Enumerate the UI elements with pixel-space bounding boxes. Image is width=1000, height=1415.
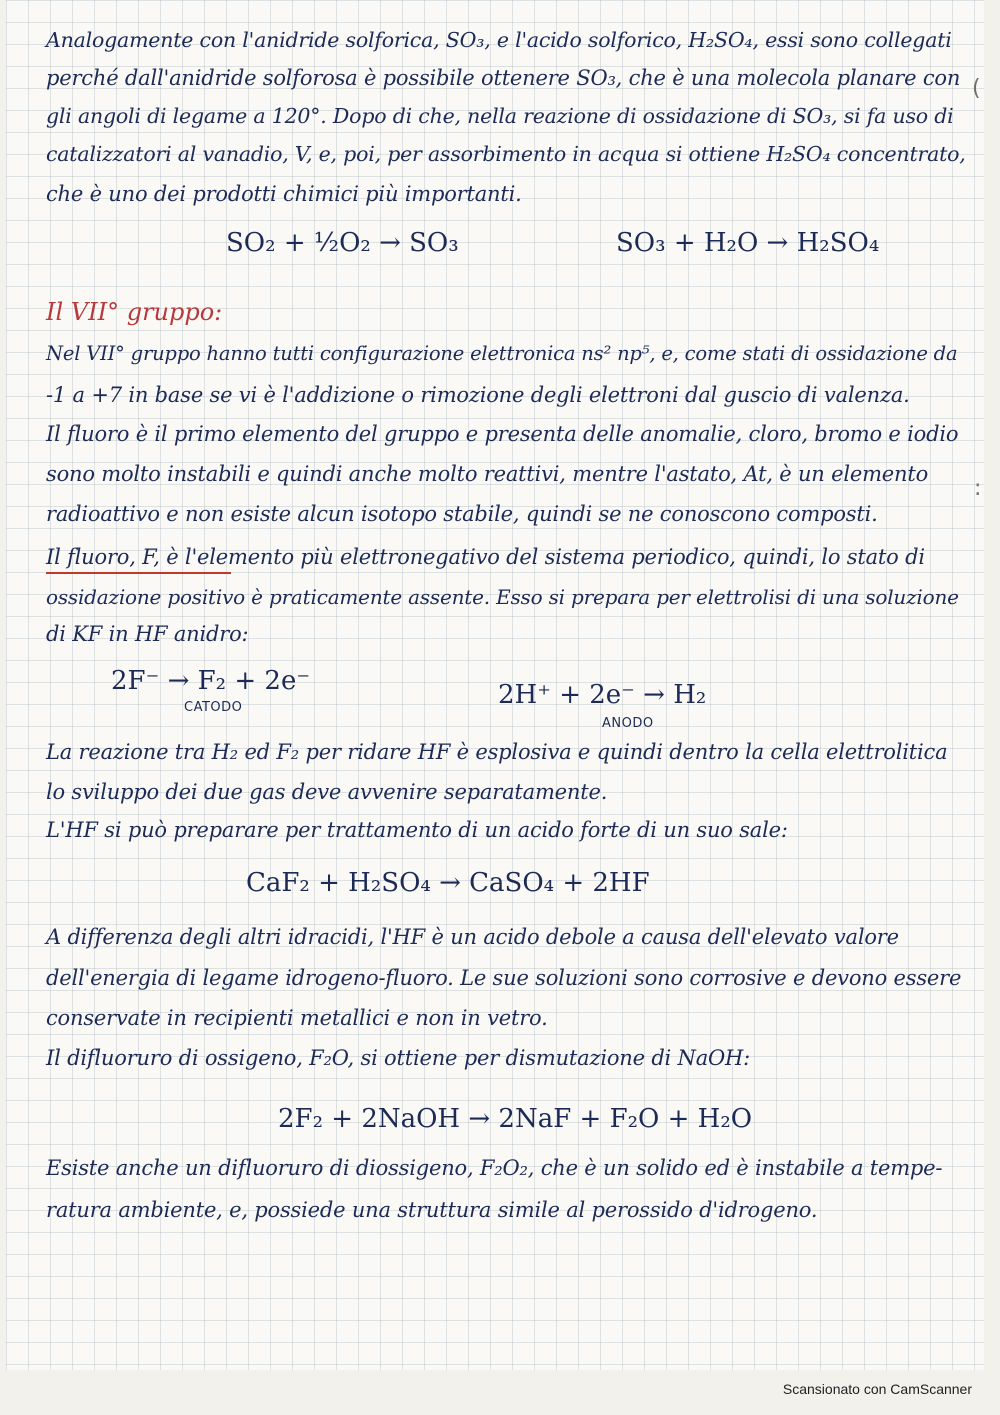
cathode-label: CATODO bbox=[184, 700, 243, 715]
text-line: Il fluoro è il primo elemento del gruppo e presenta delle anomalie, cloro, bromo e iodio bbox=[46, 422, 959, 446]
text-line: Analogamente con l'anidride solforica, SO₃, e l'acido solforico, H₂SO₄, essi sono collegati bbox=[46, 28, 952, 52]
equation-f2o-synthesis: 2F₂ + 2NaOH → 2NaF + F₂O + H₂O bbox=[278, 1104, 753, 1134]
text-line: lo sviluppo dei due gas deve avvenire separatamente. bbox=[46, 780, 608, 804]
text-line: Nel VII° gruppo hanno tutti configurazione elettronica ns² np⁵, e, come stati di ossidazione da bbox=[46, 342, 958, 365]
text-line: Esiste anche un difluoruro di diossigeno, F₂O₂, che è un solido ed è instabile a tempe- bbox=[46, 1156, 943, 1180]
equation-hf-preparation: CaF₂ + H₂SO₄ → CaSO₄ + 2HF bbox=[246, 868, 650, 898]
section-heading: Il VII° gruppo: bbox=[46, 298, 223, 326]
text-line: di KF in HF anidro: bbox=[46, 622, 249, 646]
text-line: dell'energia di legame idrogeno-fluoro. Le sue soluzioni sono corrosive e devono essere bbox=[46, 966, 962, 990]
margin-mark: : bbox=[974, 476, 982, 501]
anode-label: ANODO bbox=[602, 716, 654, 731]
text-line: gli angoli di legame a 120°. Dopo di che, nella reazione di ossidazione di SO₃, si fa uso di bbox=[46, 104, 954, 128]
text-line: Il fluoro, F, è l'elemento più elettronegativo del sistema periodico, quindi, lo stato di bbox=[46, 545, 925, 569]
text-line: ossidazione positivo è praticamente assente. Esso si prepara per elettrolisi di una soluzione bbox=[46, 585, 959, 609]
text-line: L'HF si può preparare per trattamento di un acido forte di un suo sale: bbox=[46, 818, 788, 842]
margin-mark: ( bbox=[972, 76, 981, 101]
text-line: che è uno dei prodotti chimici più importanti. bbox=[46, 182, 522, 206]
equation-cathode: 2F⁻ → F₂ + 2e⁻ bbox=[111, 666, 311, 696]
text-line: radioattivo e non esiste alcun isotopo stabile, quindi se ne conoscono composti. bbox=[46, 502, 878, 526]
equation-anode: 2H⁺ + 2e⁻ → H₂ bbox=[498, 680, 707, 710]
notebook-page bbox=[6, 0, 984, 1370]
text-line: conservate in recipienti metallici e non in vetro. bbox=[46, 1006, 548, 1030]
text-line: -1 a +7 in base se vi è l'addizione o rimozione degli elettroni dal guscio di valenza. bbox=[46, 383, 910, 407]
text-line: ratura ambiente, e, possiede una struttura simile al perossido d'idrogeno. bbox=[46, 1198, 818, 1222]
text-line: perché dall'anidride solforosa è possibile ottenere SO₃, che è una molecola planare con bbox=[46, 66, 961, 90]
text-line: catalizzatori al vanadio, V, e, poi, per assorbimento in acqua si ottiene H₂SO₄ concentrato, bbox=[46, 142, 966, 166]
red-underline bbox=[46, 572, 231, 574]
text-line: Il difluoruro di ossigeno, F₂O, si ottiene per dismutazione di NaOH: bbox=[46, 1046, 751, 1070]
text-line: La reazione tra H₂ ed F₂ per ridare HF è esplosiva e quindi dentro la cella elettrolitica bbox=[46, 740, 948, 764]
equation-so2-oxidation: SO₂ + ½O₂ → SO₃ bbox=[226, 228, 459, 258]
scanner-watermark: Scansionato con CamScanner bbox=[782, 1381, 972, 1397]
text-line: sono molto instabili e quindi anche molto reattivi, mentre l'astato, At, è un elemento bbox=[46, 462, 929, 486]
equation-so3-hydration: SO₃ + H₂O → H₂SO₄ bbox=[616, 228, 880, 258]
text-line: A differenza degli altri idracidi, l'HF è un acido debole a causa dell'elevato valore bbox=[46, 925, 899, 949]
